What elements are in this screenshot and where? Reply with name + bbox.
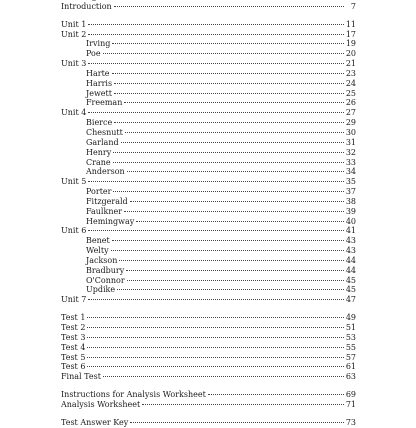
dot-leader: [130, 201, 344, 202]
toc-subentry: [61, 148, 356, 158]
toc-entry-title: Test 2: [61, 323, 86, 332]
toc-page-number: 37: [345, 187, 356, 197]
toc-entry: [61, 400, 356, 410]
toc-entry: [61, 343, 356, 353]
toc-entry-title: Crane: [86, 157, 111, 167]
toc-page-number: 44: [345, 255, 356, 265]
dot-leader: [87, 347, 343, 348]
toc-page-number: 51: [345, 323, 356, 332]
toc-subentry: [61, 39, 356, 49]
toc-entry-title: Irving: [86, 39, 111, 49]
toc-page-number: 24: [345, 78, 356, 88]
section-spacer: [61, 410, 356, 418]
toc-entry-title: Harris: [86, 78, 113, 88]
dot-leader: [112, 73, 344, 74]
section-spacer: [61, 12, 356, 20]
toc-subentry: [61, 167, 356, 177]
dot-leader: [112, 240, 344, 241]
dot-leader: [88, 181, 344, 182]
toc-entry-title: Chesnutt: [86, 127, 123, 137]
toc-entry: [61, 390, 356, 400]
toc-entry-title: Analysis Worksheet: [61, 399, 141, 409]
toc-entry-title: O'Connor: [86, 275, 125, 285]
toc-page-number: 23: [345, 68, 356, 78]
toc-subentry: [61, 246, 356, 256]
dot-leader: [142, 404, 344, 405]
toc-subentry: [61, 98, 356, 108]
toc-page-number: 57: [345, 352, 356, 362]
dot-leader: [124, 102, 343, 103]
toc-page-number: 26: [345, 98, 356, 108]
dot-leader: [121, 142, 344, 143]
dot-leader: [114, 93, 344, 94]
toc-entry-title: Test 4: [61, 342, 86, 352]
toc-subentry: [61, 217, 356, 227]
toc-page-number: 40: [345, 216, 356, 226]
toc-entry-title: Hemingway: [86, 216, 135, 226]
toc-page-number: 61: [345, 362, 356, 372]
dot-leader: [119, 260, 343, 261]
toc-entry: [61, 295, 356, 305]
dot-leader: [208, 394, 344, 395]
toc-subentry: [61, 89, 356, 99]
toc-page-number: 44: [345, 265, 356, 275]
toc-entry-title: Updike: [86, 285, 116, 295]
table-of-contents: [61, 0, 356, 428]
toc-subentry: [61, 118, 356, 128]
toc-entry-title: Unit 4: [61, 108, 87, 118]
toc-page-number: 38: [345, 196, 356, 206]
section-spacer: [61, 305, 356, 313]
toc-subentry: [61, 79, 356, 89]
toc-page-number: 55: [345, 342, 356, 352]
toc-subentry: [61, 69, 356, 79]
dot-leader: [127, 171, 344, 172]
dot-leader: [88, 24, 344, 25]
toc-entry: [61, 20, 356, 30]
toc-page-number: 33: [345, 157, 356, 167]
dot-leader: [87, 357, 343, 358]
dot-leader: [126, 270, 344, 271]
toc-page-number: 17: [345, 29, 356, 39]
toc-subentry: [61, 197, 356, 207]
toc-entry-title: Porter: [86, 187, 112, 197]
toc-page-number: 63: [345, 372, 356, 382]
toc-entry-title: Jewett: [86, 88, 112, 98]
dot-leader: [114, 122, 344, 123]
dot-leader: [124, 211, 344, 212]
toc-entry: [61, 353, 356, 363]
toc-entry-title: Unit 5: [61, 177, 87, 187]
dot-leader: [87, 317, 343, 318]
dot-leader: [125, 132, 344, 133]
dot-leader: [87, 366, 343, 367]
toc-page-number: 69: [345, 390, 356, 400]
dot-leader: [130, 422, 344, 423]
toc-page-number: 43: [345, 236, 356, 246]
dot-leader: [114, 6, 344, 7]
toc-entry-title: Faulkner: [86, 206, 123, 216]
toc-entry-title: Test 1: [61, 313, 86, 323]
toc-page-number: 34: [345, 167, 356, 177]
toc-entry: [61, 372, 356, 382]
dot-leader: [87, 327, 343, 328]
dot-leader: [113, 162, 344, 163]
toc-page-number: 27: [345, 108, 356, 118]
section-spacer: [61, 382, 356, 390]
toc-page-number: 19: [345, 39, 356, 49]
dot-leader: [112, 43, 343, 44]
toc-entry-title: Jackson: [86, 255, 118, 265]
toc-entry-title: Poe: [86, 49, 101, 59]
toc-entry: [61, 418, 356, 428]
toc-entry-title: Benet: [86, 236, 110, 246]
toc-subentry: [61, 256, 356, 266]
toc-entry-title: Unit 1: [61, 19, 87, 29]
toc-entry-title: Introduction: [61, 1, 112, 11]
toc-page-number: 32: [345, 147, 356, 157]
toc-page-number: 7: [350, 1, 356, 11]
toc-entry-title: Bradbury: [86, 265, 125, 275]
toc-page-number: 47: [345, 295, 356, 305]
toc-entry: [61, 108, 356, 118]
toc-subentry: [61, 49, 356, 59]
dot-leader: [113, 191, 343, 192]
toc-entry-title: Test 5: [61, 352, 86, 362]
toc-page-number: 45: [345, 275, 356, 285]
dot-leader: [88, 112, 344, 113]
toc-entry-title: Unit 3: [61, 59, 87, 69]
toc-page-number: 41: [345, 226, 356, 236]
dot-leader: [117, 289, 344, 290]
toc-subentry: [61, 138, 356, 148]
toc-subentry: [61, 285, 356, 295]
toc-subentry: [61, 128, 356, 138]
toc-entry-title: Harte: [86, 68, 110, 78]
dot-leader: [88, 63, 344, 64]
toc-entry: [61, 362, 356, 372]
toc-page-number: 11: [345, 19, 356, 29]
toc-entry-title: Fitzgerald: [86, 196, 128, 206]
toc-entry: [61, 2, 356, 12]
dot-leader: [87, 337, 343, 338]
toc-page-number: 73: [345, 417, 356, 427]
dot-leader: [114, 83, 344, 84]
toc-entry: [61, 177, 356, 187]
dot-leader: [103, 376, 344, 377]
toc-entry: [61, 323, 356, 333]
toc-page-number: 43: [345, 246, 356, 256]
dot-leader: [113, 152, 344, 153]
toc-page-number: 49: [345, 313, 356, 323]
toc-page-number: 21: [345, 59, 356, 69]
toc-subentry: [61, 236, 356, 246]
toc-entry-title: Instructions for Analysis Worksheet: [61, 390, 206, 400]
toc-page-number: 20: [345, 49, 356, 59]
toc-subentry: [61, 266, 356, 276]
toc-entry-title: Unit 6: [61, 226, 87, 236]
toc-entry: [61, 333, 356, 343]
toc-subentry: [61, 207, 356, 217]
toc-entry-title: Henry: [86, 147, 112, 157]
dot-leader: [127, 280, 344, 281]
dot-leader: [88, 34, 344, 35]
toc-page-number: 39: [345, 206, 356, 216]
toc-subentry: [61, 187, 356, 197]
dot-leader: [88, 230, 344, 231]
toc-entry-title: Bierce: [86, 118, 113, 128]
toc-entry: [61, 59, 356, 69]
dot-leader: [111, 250, 344, 251]
toc-entry-title: Test 6: [61, 362, 86, 372]
toc-entry-title: Test Answer Key: [61, 417, 129, 427]
dot-leader: [103, 53, 344, 54]
toc-page-number: 45: [345, 285, 356, 295]
dot-leader: [88, 299, 344, 300]
toc-subentry: [61, 158, 356, 168]
toc-entry-title: Freeman: [86, 98, 123, 108]
toc-entry-title: Garland: [86, 137, 119, 147]
toc-page-number: 71: [345, 399, 356, 409]
toc-entry: [61, 226, 356, 236]
toc-entry-title: Anderson: [86, 167, 125, 177]
toc-page-number: 29: [345, 118, 356, 128]
toc-entry-title: Final Test: [61, 372, 101, 382]
toc-subentry: [61, 276, 356, 286]
toc-page-number: 30: [345, 127, 356, 137]
toc-entry-title: Test 3: [61, 332, 86, 342]
toc-entry-title: Unit 7: [61, 295, 87, 305]
toc-page-number: 53: [345, 332, 356, 342]
toc-entry: [61, 30, 356, 40]
toc-entry-title: Unit 2: [61, 29, 87, 39]
toc-page-number: 25: [345, 88, 356, 98]
toc-entry: [61, 313, 356, 323]
dot-leader: [136, 221, 344, 222]
toc-page-number: 35: [345, 177, 356, 187]
toc-page-number: 31: [345, 137, 356, 147]
toc-entry-title: Welty: [86, 246, 109, 256]
